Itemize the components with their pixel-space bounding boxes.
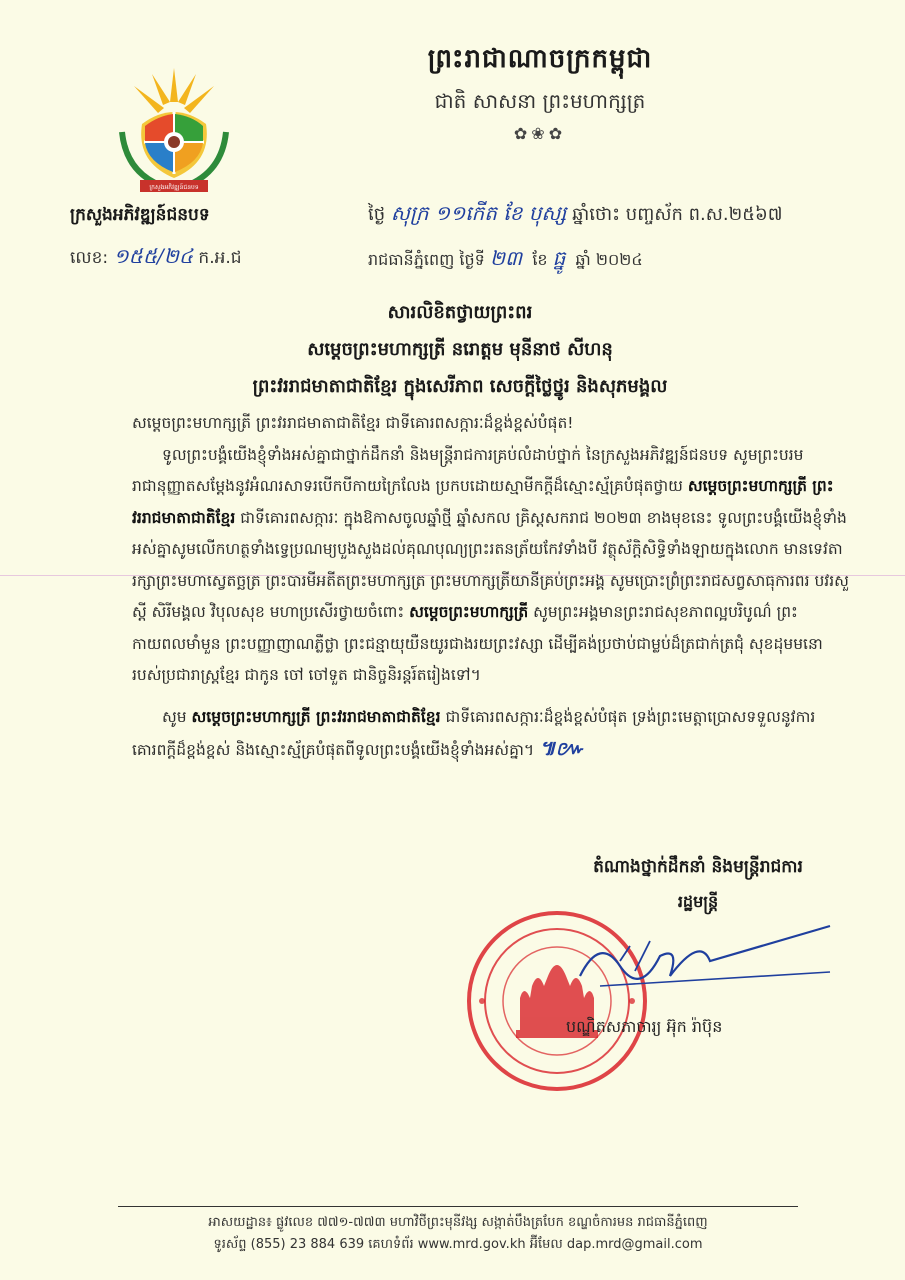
title-line-1: សារលិខិតថ្វាយព្រះពរ	[387, 302, 533, 323]
footer-address: អាសយដ្ឋាន៖ ផ្លូវលេខ ៧៧១-៧៧៣ មហាវិថីព្រះមុនីវង្ស សង្កាត់បឹងត្របែក ខណ្ឌចំការមន រាជធានីភ្នំពេញ	[208, 1215, 708, 1230]
footer-divider	[118, 1206, 798, 1207]
ministry-logo-icon	[112, 62, 236, 198]
ref-suffix: ក.អ.ជ	[198, 248, 242, 268]
end-mark-handwritten: ៕៚	[538, 736, 584, 760]
year-label: ឆ្នាំ ២០២៤	[575, 250, 643, 269]
p2-text-a: សូម	[162, 707, 187, 726]
signatory-name: បណ្ឌិតសភាចារ្យ អ៊ុក រ៉ាប៊ុន	[566, 1017, 723, 1036]
p1-text-b: ជាទីគោរពសក្ការៈ ក្នុងឱកាសចូលឆ្នាំថ្មី ឆ្នាំសកល គ្រិស្តសករាជ ២០២៣ ខាងមុខនេះ ទូលព្រះបង្គំយើងខ្ញុំទាំងអស់គ្នាសូមលើកហត្ថទាំងទ្វេប្រណម្យបួងសួងដល់គុណបុណ្យព្រះរតនត្រ័យកែវទាំងបី វត្ថុស័ក្តិសិទ្ធិទាំងឡាយក្នុងលោក មានទេវតារក្សាព្រះមហាស្វេតច្ឆត្រ ព្រះបារមីអតីតព្រះមហាក្សត្រ ព្រះមហាក្សត្រីយានីគ្រប់ព្រះអង្គ សូមប្រោះព្រំព្រះរាជសព្វសាធុការពរ បវរសួស្តី សិរីមង្គល វិបុលសុខ មហាប្រសើរថ្វាយចំពោះ	[132, 508, 849, 621]
kingdom-header	[330, 42, 750, 143]
signatory-position: រដ្ឋមន្ត្រី	[677, 892, 719, 911]
reference-number	[70, 243, 242, 273]
letter-titles	[100, 300, 820, 411]
title-line-2: សម្តេចព្រះមហាក្សត្រី នរោត្តម មុនីនាថ សីហនុ	[307, 339, 613, 360]
title-line-3: ព្រះវររាជមាតាជាតិខ្មែរ ក្នុងសេរីភាព សេចក្តីថ្លៃថ្នូរ និងសុភមង្គល	[252, 376, 668, 397]
place-date	[368, 245, 643, 275]
footer-contact: ទូរស័ព្ទ (855) 23 884 639 គេហទំព័រ www.mrd.gov.kh អ៊ីមែល dap.mrd@gmail.com	[213, 1237, 703, 1252]
kingdom-motto: ជាតិ សាសនា ព្រះមហាក្សត្រ	[434, 89, 646, 113]
ministry-name: ក្រសួងអភិវឌ្ឍន៍ជនបទ	[70, 205, 210, 225]
month-handwritten: ធ្នូ	[552, 246, 566, 270]
place-prefix: រាជធានីភ្នំពេញ ថ្ងៃទី	[368, 250, 485, 269]
month-label: ខែ	[532, 250, 548, 269]
lunar-suffix: ឆ្នាំថោះ បញ្ចស័ក ព.ស.២៥៦៧	[572, 204, 783, 225]
p2-text-b: ជាទីគោរពសក្ការៈដ៏ខ្ពង់ខ្ពស់បំផុត ទ្រង់ព្រះមេត្តាប្រោសទទួលនូវការគោរពក្តីដ៏ខ្ពង់ខ្ពស់ និងស្មោះស្ម័គ្របំផុតពីទូលព្រះបង្គំយើងខ្ញុំទាំងអស់គ្នា។	[132, 707, 816, 759]
ref-handwritten: ១៥៥/២៤	[113, 244, 194, 268]
lunar-handwritten: សុក្រ ១១កើត ខែ បុស្ស	[390, 201, 567, 225]
signatory-role: តំណាងថ្នាក់ដឹកនាំ និងមន្ត្រីរាជការ	[593, 857, 803, 877]
footer	[118, 1212, 798, 1256]
day-handwritten: ២៣	[489, 246, 523, 270]
ornament-divider-icon: ✿❀✿	[513, 124, 567, 143]
logo-banner-text: ក្រសួងអភិវឌ្ឍន៍ជនបទ	[149, 184, 199, 191]
p1-text-a: ទូលព្រះបង្គំយើងខ្ញុំទាំងអស់គ្នាជាថ្នាក់ដឹកនាំ និងមន្ត្រីរាជការគ្រប់លំដាប់ថ្នាក់ នៃក្រសួងអភិវឌ្ឍន៍ជនបទ សូមព្រះបរមរាជានុញ្ញាតសម្តែងនូវអំណរសាទរបើកបីកាយក្រៃលែង ប្រកបដោយស្មាមីកក្តីដ៏ស្មោះស្ម័គ្របំផុតថ្វាយ	[132, 445, 804, 495]
p2-bold: សម្តេចព្រះមហាក្សត្រី ព្រះវររាជមាតាជាតិខ្មែរ	[191, 707, 441, 726]
p1-bold-b: សម្តេចព្រះមហាក្សត្រី	[409, 603, 529, 621]
salutation: សម្តេចព្រះមហាក្សត្រី ព្រះវររាជមាតាជាតិខ្មែរ ជាទីគោរពសក្ការៈដ៏ខ្ពង់ខ្ពស់បំផុត!	[132, 414, 574, 432]
lunar-prefix: ថ្ងៃ	[368, 204, 386, 225]
paragraph-2	[132, 702, 852, 767]
letter-body	[132, 408, 852, 777]
lunar-date	[368, 200, 783, 230]
p1-bold-a: សម្តេចព្រះមហាក្សត្រី ព្រះវររាជមាតាជាតិខ្មែរ	[132, 477, 834, 527]
handwritten-signature-icon	[560, 916, 840, 1006]
ref-prefix: លេខ:	[70, 248, 109, 268]
p1-text-c: សូមព្រះអង្គមានព្រះរាជសុខភាពល្អបរិបូណ៌ ព្រះកាយពលមាំមួន ព្រះបញ្ញាញាណភ្លឺថ្លា ព្រះជន្មាយុយឺនយូរជាងរយព្រះវស្សា ដើម្បីគង់ប្រថាប់ជាម្លប់ដ៏ត្រជាក់ត្រជុំ សុខដុមមនោរបស់ប្រជារាស្ត្រខ្មែរ ជាកូន ចៅ ចៅទួត ជានិច្ចនិរន្តរ៍តរៀងទៅ។	[132, 603, 823, 684]
kingdom-title: ព្រះរាជាណាចក្រកម្ពុជា	[427, 44, 653, 74]
paragraph-1	[132, 440, 852, 692]
